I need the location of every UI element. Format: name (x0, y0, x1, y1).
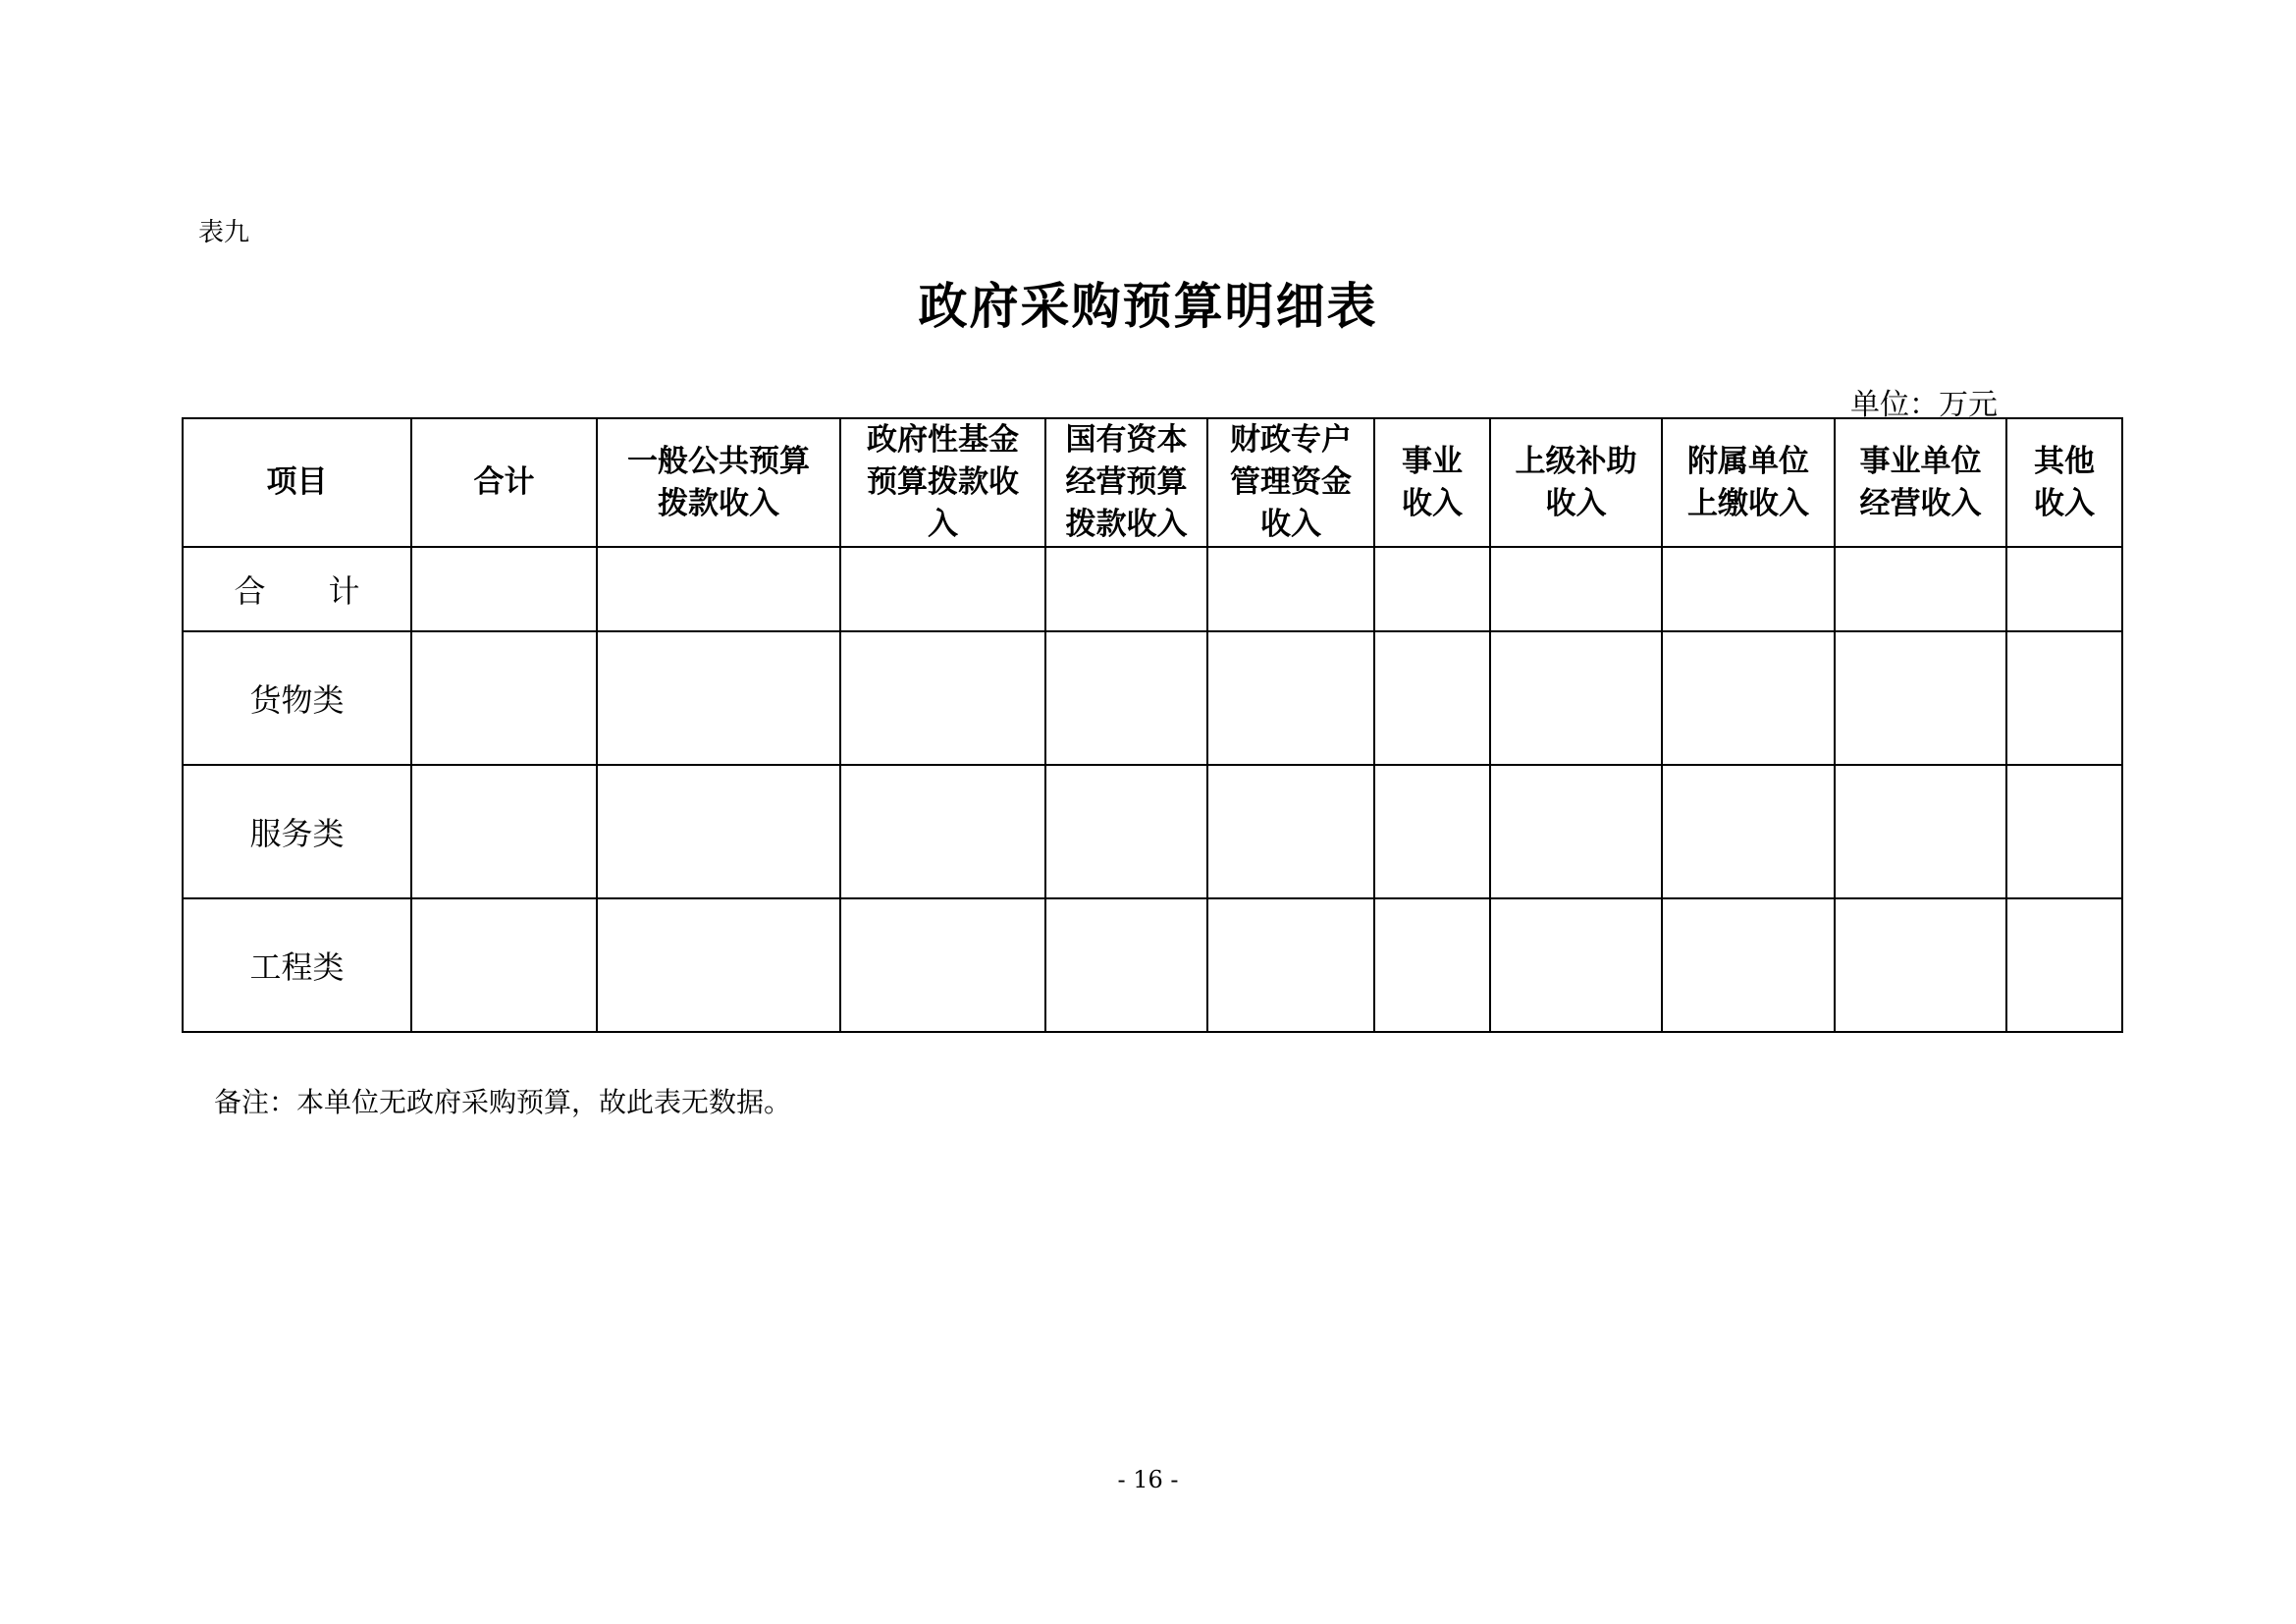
unit-note: 单位：万元 (1850, 388, 1998, 422)
cell (1374, 631, 1490, 765)
cell (1045, 898, 1207, 1032)
cell (1662, 898, 1835, 1032)
cell (840, 898, 1045, 1032)
cell (2006, 765, 2122, 898)
cell (597, 631, 840, 765)
cell (2006, 547, 2122, 631)
cell (1835, 765, 2006, 898)
header-gov-fund: 政府性基金 预算拨款收 入 (840, 418, 1045, 547)
cell (1374, 898, 1490, 1032)
header-state-capital: 国有资本 经营预算 拨款收入 (1045, 418, 1207, 547)
header-higher-subsidy: 上级补助 收入 (1490, 418, 1662, 547)
cell (2006, 631, 2122, 765)
cell (1490, 631, 1662, 765)
header-item: 项目 (183, 418, 411, 547)
header-affiliated: 附属单位 上缴收入 (1662, 418, 1835, 547)
table-row (183, 547, 2122, 631)
row-label: 货物类 (183, 631, 411, 765)
remark-note: 备注：本单位无政府采购预算，故此表无数据。 (214, 1086, 792, 1118)
cell (411, 898, 597, 1032)
header-row (183, 418, 2122, 547)
row-label: 服务类 (183, 765, 411, 898)
cell (840, 765, 1045, 898)
table-label: 表九 (198, 218, 250, 247)
table-row (183, 765, 2122, 898)
cell (1045, 547, 1207, 631)
cell (1374, 547, 1490, 631)
cell (1207, 898, 1374, 1032)
cell (1045, 765, 1207, 898)
header-total: 合计 (411, 418, 597, 547)
table-row (183, 898, 2122, 1032)
cell (840, 631, 1045, 765)
cell (1207, 547, 1374, 631)
header-general-budget: 一般公共预算 拨款收入 (597, 418, 840, 547)
cell (597, 898, 840, 1032)
row-label: 工程类 (183, 898, 411, 1032)
cell (1835, 898, 2006, 1032)
procurement-budget-table (182, 417, 2123, 1033)
cell (1207, 631, 1374, 765)
cell (1835, 547, 2006, 631)
cell (597, 547, 840, 631)
cell (1835, 631, 2006, 765)
cell (1490, 765, 1662, 898)
cell (411, 631, 597, 765)
cell (1662, 547, 1835, 631)
table-row (183, 631, 2122, 765)
page-title: 政府采购预算明细表 (918, 277, 1378, 335)
cell (1662, 765, 1835, 898)
cell (1490, 898, 1662, 1032)
cell (840, 547, 1045, 631)
row-label: 合 计 (183, 547, 411, 631)
cell (411, 547, 597, 631)
cell (597, 765, 840, 898)
cell (1045, 631, 1207, 765)
cell (1374, 765, 1490, 898)
cell (1662, 631, 1835, 765)
header-operating: 事业单位 经营收入 (1835, 418, 2006, 547)
cell (2006, 898, 2122, 1032)
header-enterprise: 事业 收入 (1374, 418, 1490, 547)
page-number: - 16 - (1117, 1466, 1179, 1493)
header-other: 其他 收入 (2006, 418, 2122, 547)
cell (1207, 765, 1374, 898)
cell (411, 765, 597, 898)
cell (1490, 547, 1662, 631)
header-fiscal-special: 财政专户 管理资金 收入 (1207, 418, 1374, 547)
